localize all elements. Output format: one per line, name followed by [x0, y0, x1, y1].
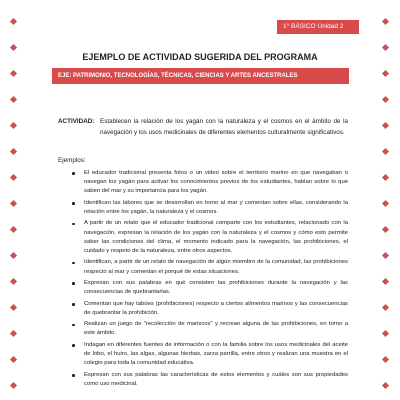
decorative-diamond-icon: [382, 44, 389, 51]
decorative-diamond-icon: [382, 252, 389, 259]
decorative-diamond-icon: [382, 96, 389, 103]
decorative-diamond-icon: [10, 70, 17, 77]
decorative-diamond-icon: [382, 330, 389, 337]
decorative-diamond-icon: [382, 70, 389, 77]
decorative-diamond-icon: [10, 356, 17, 363]
decorative-diamond-icon: [10, 278, 17, 285]
decorative-diamond-icon: [10, 96, 17, 103]
list-item: Comentan que hay tabúes (prohibiciones) respecto a ciertos alimentos marinos y las consecuencias de quebrantar la prohibición.: [72, 300, 348, 318]
decorative-diamond-icon: [10, 330, 17, 337]
decorative-diamond-icon: [10, 200, 17, 207]
decorative-diamond-icon: [382, 226, 389, 233]
decorative-diamond-icon: [382, 148, 389, 155]
decorative-diamond-icon: [382, 356, 389, 363]
activity-description: Establecen la relación de los yagán con la naturaleza y el cosmos en el ámbito de la navegación y los usos medicinales de diferentes elementos culturalmente significativos.: [100, 118, 348, 136]
list-item: Identifican las labores que se desarrollan en torno al mar y comentan sobre ellas, considerando la relación entre los yagán, la naturaleza y el cosmos.: [72, 199, 348, 217]
decorative-diamond-icon: [382, 18, 389, 25]
page-title: EJEMPLO DE ACTIVIDAD SUGERIDA DEL PROGRAMA: [82, 52, 318, 62]
activity-section: [58, 117, 348, 138]
decorative-diamond-icon: [382, 304, 389, 311]
decorative-diamond-icon: [382, 122, 389, 129]
decorative-diamond-icon: [10, 252, 17, 259]
examples-heading: Ejemplos:: [58, 157, 86, 164]
decorative-diamond-icon: [10, 382, 17, 389]
decorative-diamond-icon: [10, 122, 17, 129]
list-item: Indagan en diferentes fuentes de información o con la familia sobre los usos medicinales del aceite de lobo, el huiro, las algas, algunas hierbas, zarza parrilla, entre otros y realizan una muestra en el colegio para toda la comunidad educativa.: [72, 341, 348, 369]
decorative-diamond-icon: [10, 148, 17, 155]
decorative-diamond-icon: [10, 226, 17, 233]
decorative-diamond-icon: [382, 174, 389, 181]
decorative-diamond-icon: [382, 278, 389, 285]
decorative-diamond-icon: [10, 304, 17, 311]
decorative-diamond-icon: [382, 382, 389, 389]
list-item: Realizan un juego de "recolección de mariscos" y recrean alguna de las prohibiciones, en torno a este ámbito.: [72, 320, 348, 338]
list-item: Identifican, a partir de un relato de navegación de algún miembro de la comunidad, las prohibiciones respecto al mar y comentan el porqué de estas situaciones.: [72, 258, 348, 276]
decorative-diamond-icon: [382, 200, 389, 207]
list-item: Expresan con sus palabras en qué consisten las prohibiciones durante la navegación y las consecuencias de quebrantarlas.: [72, 279, 348, 297]
list-item: A partir de un relato que el educador tradicional comparte con los estudiantes, relacionado con la navegación, expresan la relación de los yagán con la naturaleza y el cosmos y cómo esto permite saber las condiciones del clima, el momento indicado para la navegación, las prohibiciones, el cuidado y respeto de la naturaleza, entre otros aspectos.: [72, 219, 348, 256]
activity-label: ACTIVIDAD:: [58, 118, 95, 125]
list-item: El educador tradicional presenta fotos o un video sobre el territorio marino en que navegaban o navegan los yagán para activar los conocimientos previos de los estudiantes, hablan sobre lo que saben del mar y su importancia para los yagán.: [72, 169, 348, 197]
list-item: Expresan con sus palabras las características de estos elementos y cuáles son sus propiedades como uso medicinal.: [72, 371, 348, 389]
decorative-diamond-icon: [10, 174, 17, 181]
grade-unit-badge: 1° BÁSICO Unidad 2: [277, 20, 359, 34]
decorative-diamond-icon: [10, 18, 17, 25]
eje-banner: EJE: PATRIMONIO, TECNOLOGÍAS, TÉCNICAS, CIENCIAS Y ARTES ANCESTRALES: [52, 68, 349, 84]
decorative-diamond-icon: [10, 44, 17, 51]
examples-list: [72, 169, 348, 391]
